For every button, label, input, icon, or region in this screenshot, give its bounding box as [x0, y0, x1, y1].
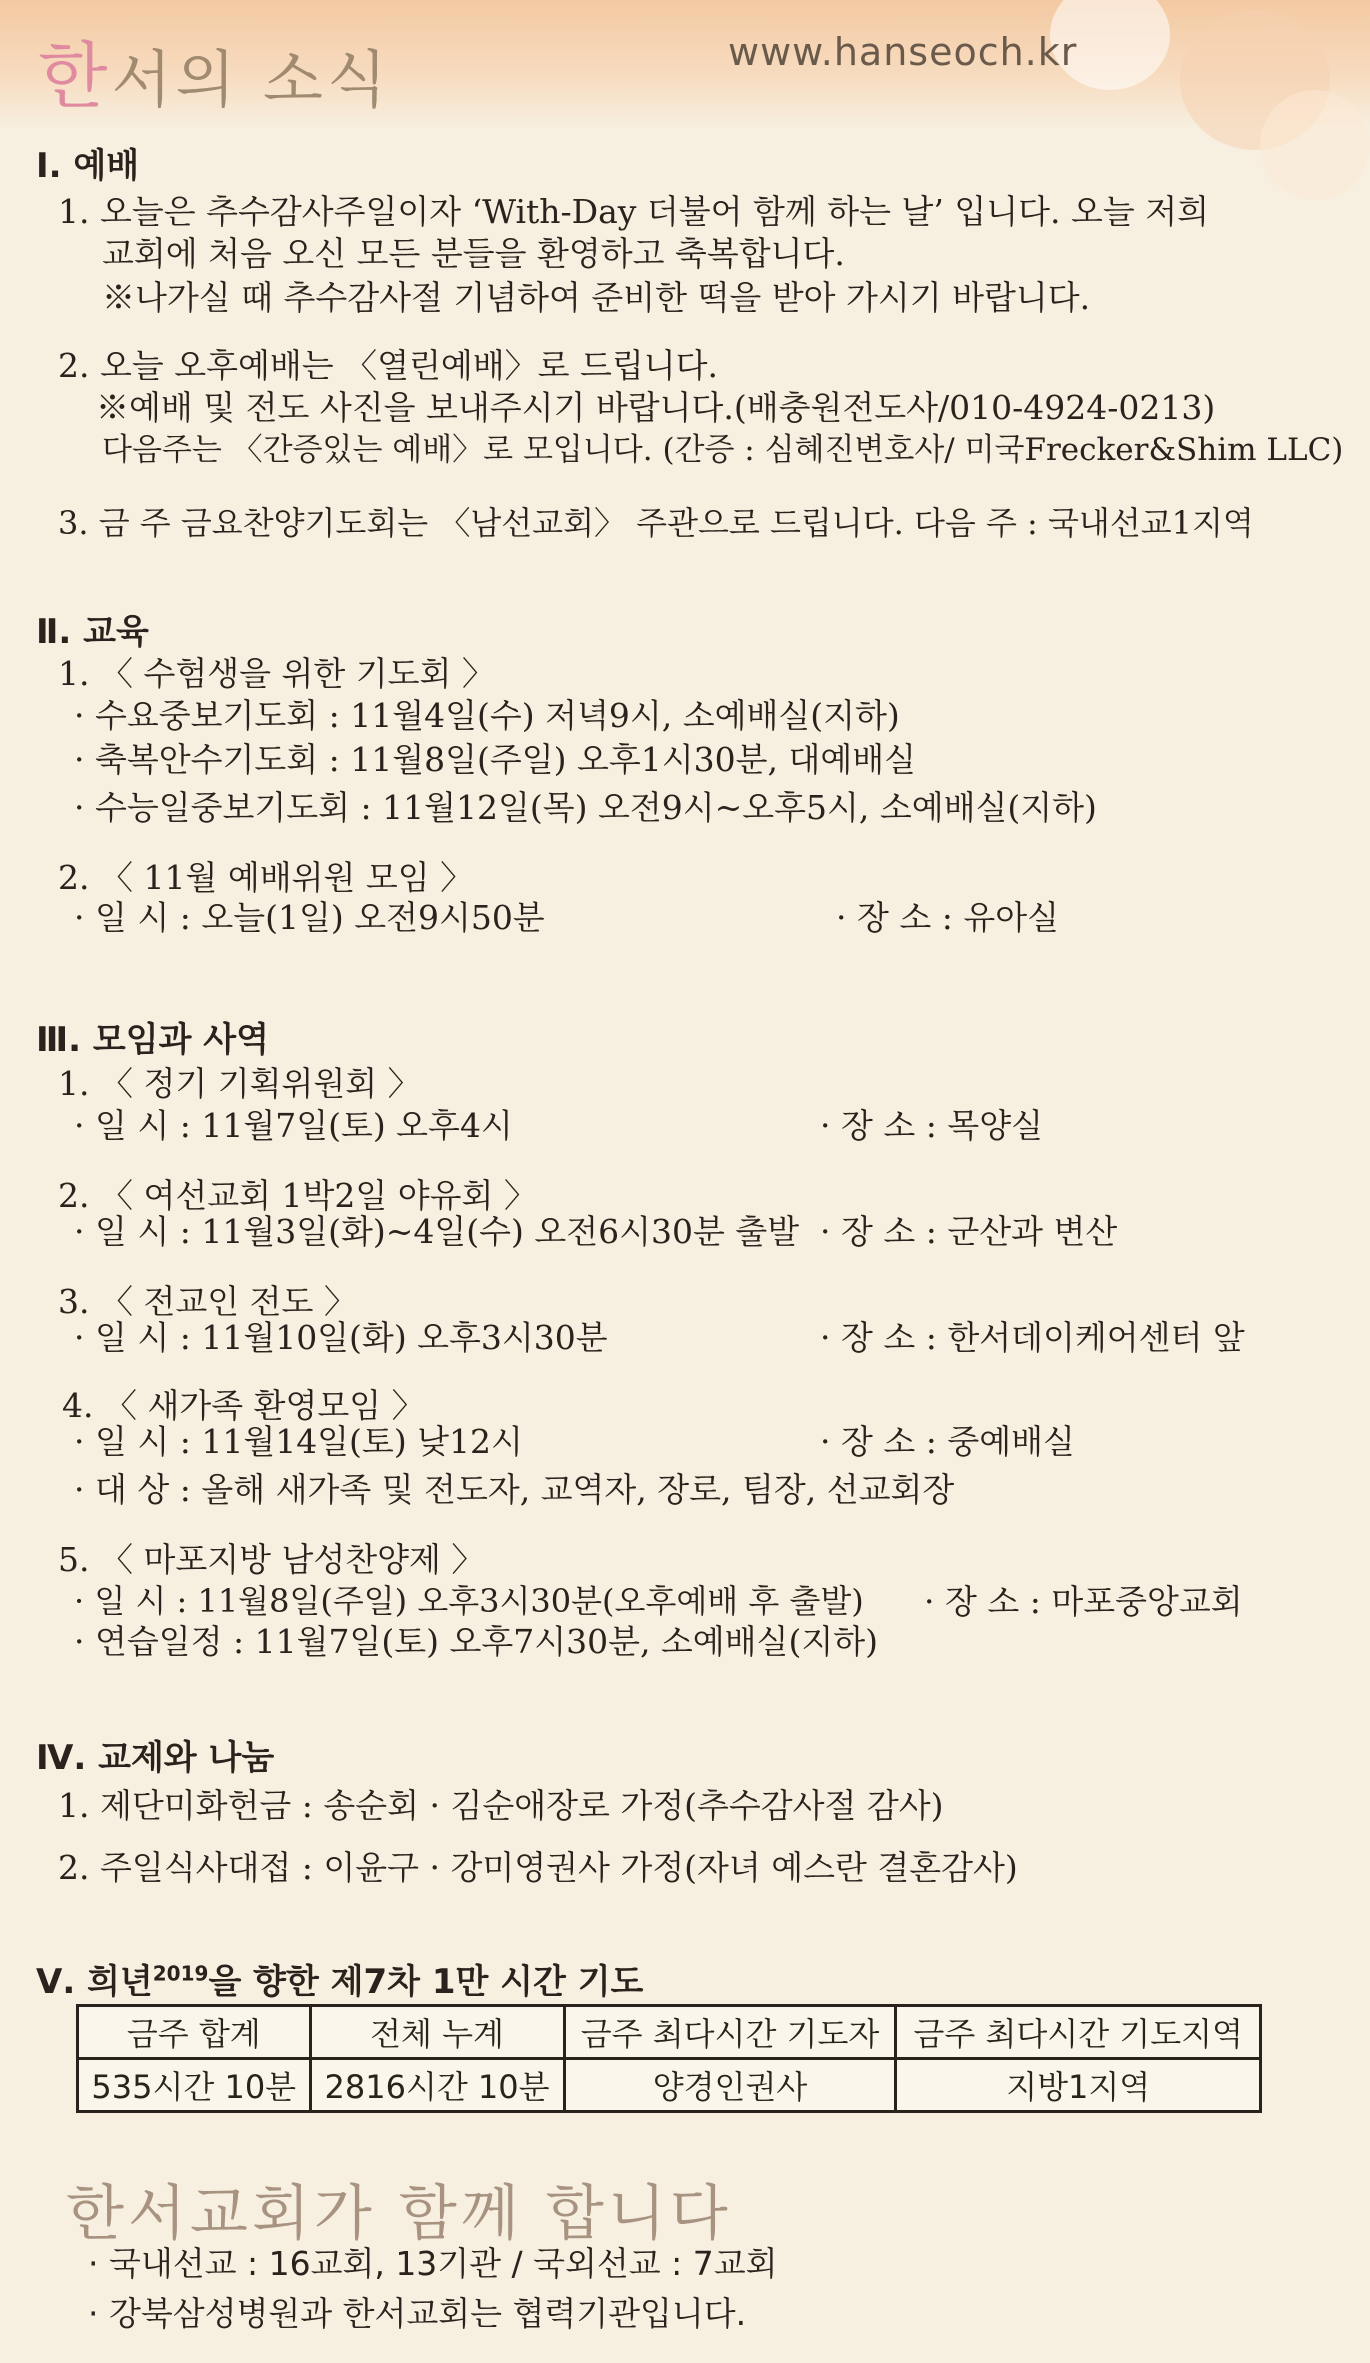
education-item-2-time: · 일 시 : 오늘(1일) 오전9시50분: [74, 898, 545, 937]
footer-partnership: · 강북삼성병원과 한서교회는 협력기관입니다.: [88, 2294, 747, 2333]
table-cell: 지방1지역: [896, 2059, 1261, 2112]
website-url: www.hanseoch.kr: [728, 30, 1078, 74]
table-row: [78, 2059, 1261, 2112]
worship-item-2-note: ※예배 및 전도 사진을 보내주시기 바랍니다.(배충원전도사/010-4924-0213): [96, 388, 1216, 427]
education-item-1-c: · 수능일중보기도회 : 11월12일(목) 오전9시~오후5시, 소예배실(지하): [74, 788, 1097, 827]
meeting-4-target: · 대 상 : 올해 새가족 및 전도자, 교역자, 장로, 팀장, 선교회장: [74, 1470, 955, 1509]
worship-item-1-note: ※나가실 때 추수감사절 기념하여 준비한 떡을 받아 가시기 바랍니다.: [102, 278, 1091, 317]
table-cell: 2816시간 10분: [310, 2059, 564, 2112]
table-header: 전체 누계: [310, 2006, 564, 2059]
section-title-prayer: Ⅴ. 희년$^{2019}$을 향한 제7차 1만 시간 기도: [36, 1961, 644, 2002]
education-item-1: 1. 〈 수험생을 위한 기도회 〉: [58, 654, 495, 693]
meeting-2-time: · 일 시 : 11월3일(화)~4일(수) 오전6시30분 출발: [74, 1212, 800, 1251]
section-title-education: Ⅱ. 교육: [36, 612, 149, 652]
education-item-1-a: · 수요중보기도회 : 11월4일(수) 저녁9시, 소예배실(지하): [74, 696, 900, 735]
section-title-meetings: Ⅲ. 모임과 사역: [36, 1020, 269, 1060]
meeting-4-place: · 장 소 : 중예배실: [820, 1422, 1075, 1461]
table-header: 금주 최다시간 기도지역: [896, 2006, 1261, 2059]
fellowship-item-1: 1. 제단미화헌금 : 송순회 · 김순애장로 가정(추수감사절 감사): [58, 1786, 944, 1825]
footer-title: 한서교회가 함께 합니다: [66, 2179, 732, 2249]
table-cell: 535시간 10분: [78, 2059, 311, 2112]
meeting-4-time: · 일 시 : 11월14일(토) 낮12시: [74, 1422, 523, 1461]
meeting-5-place: · 장 소 : 마포중앙교회: [924, 1582, 1243, 1621]
worship-item-2-next: 다음주는 〈간증있는 예배〉로 모입니다. (간증 : 심혜진변호사/ 미국Frecker&Shim LLC): [102, 432, 1344, 468]
meeting-3-time: · 일 시 : 11월10일(화) 오후3시30분: [74, 1318, 608, 1357]
meeting-3: 3. 〈 전교인 전도 〉: [58, 1282, 357, 1321]
flower-decoration: [1260, 90, 1370, 200]
meeting-1-time: · 일 시 : 11월7일(토) 오후4시: [74, 1106, 513, 1145]
education-item-2-place: · 장 소 : 유아실: [836, 898, 1059, 937]
prayer-hours-table: [76, 2004, 1262, 2113]
fellowship-item-2: 2. 주일식사대접 : 이윤구 · 강미영권사 가정(자녀 예스란 결혼감사): [58, 1848, 1018, 1887]
worship-item-1-cont: 교회에 처음 오신 모든 분들을 환영하고 축복합니다.: [102, 234, 845, 273]
footer-missions: · 국내선교 : 16교회, 13기관 / 국외선교 : 7교회: [88, 2244, 778, 2283]
meeting-1: 1. 〈 정기 기획위원회 〉: [58, 1064, 421, 1103]
meeting-1-place: · 장 소 : 목양실: [820, 1106, 1043, 1145]
table-cell: 양경인권사: [564, 2059, 896, 2112]
meeting-5-practice: · 연습일정 : 11월7일(토) 오후7시30분, 소예배실(지하): [74, 1622, 878, 1661]
section-title-fellowship: Ⅳ. 교제와 나눔: [36, 1738, 275, 1778]
worship-item-3: 3. 금 주 금요찬양기도회는 〈남선교회〉 주관으로 드립니다. 다음 주 : 국내선교1지역: [58, 504, 1254, 542]
education-item-1-b: · 축복안수기도회 : 11월8일(주일) 오후1시30분, 대예배실: [74, 740, 916, 779]
table-header-row: [78, 2006, 1261, 2059]
worship-item-2: 2. 오늘 오후예배는 〈열린예배〉로 드립니다.: [58, 346, 718, 385]
worship-item-1: 1. 오늘은 추수감사주일이자 ‘With-Day 더불어 함께 하는 날’ 입니다. 오늘 저희: [58, 192, 1210, 231]
section-title-worship: Ⅰ. 예배: [36, 146, 140, 186]
table-header: 금주 합계: [78, 2006, 311, 2059]
table-header: 금주 최다시간 기도자: [564, 2006, 896, 2059]
meeting-5-time: · 일 시 : 11월8일(주일) 오후3시30분(오후예배 후 출발): [74, 1582, 864, 1620]
meeting-2-place: · 장 소 : 군산과 변산: [820, 1212, 1118, 1251]
newsletter-title: 한서의 소식: [38, 34, 391, 118]
meeting-4: 4. 〈 새가족 환영모임 〉: [62, 1386, 425, 1425]
meeting-5: 5. 〈 마포지방 남성찬양제 〉: [58, 1540, 485, 1579]
meeting-3-place: · 장 소 : 한서데이케어센터 앞: [820, 1318, 1245, 1357]
education-item-2: 2. 〈 11월 예배위원 모임 〉: [58, 858, 474, 897]
meeting-2: 2. 〈 여선교회 1박2일 야유회 〉: [58, 1176, 537, 1215]
